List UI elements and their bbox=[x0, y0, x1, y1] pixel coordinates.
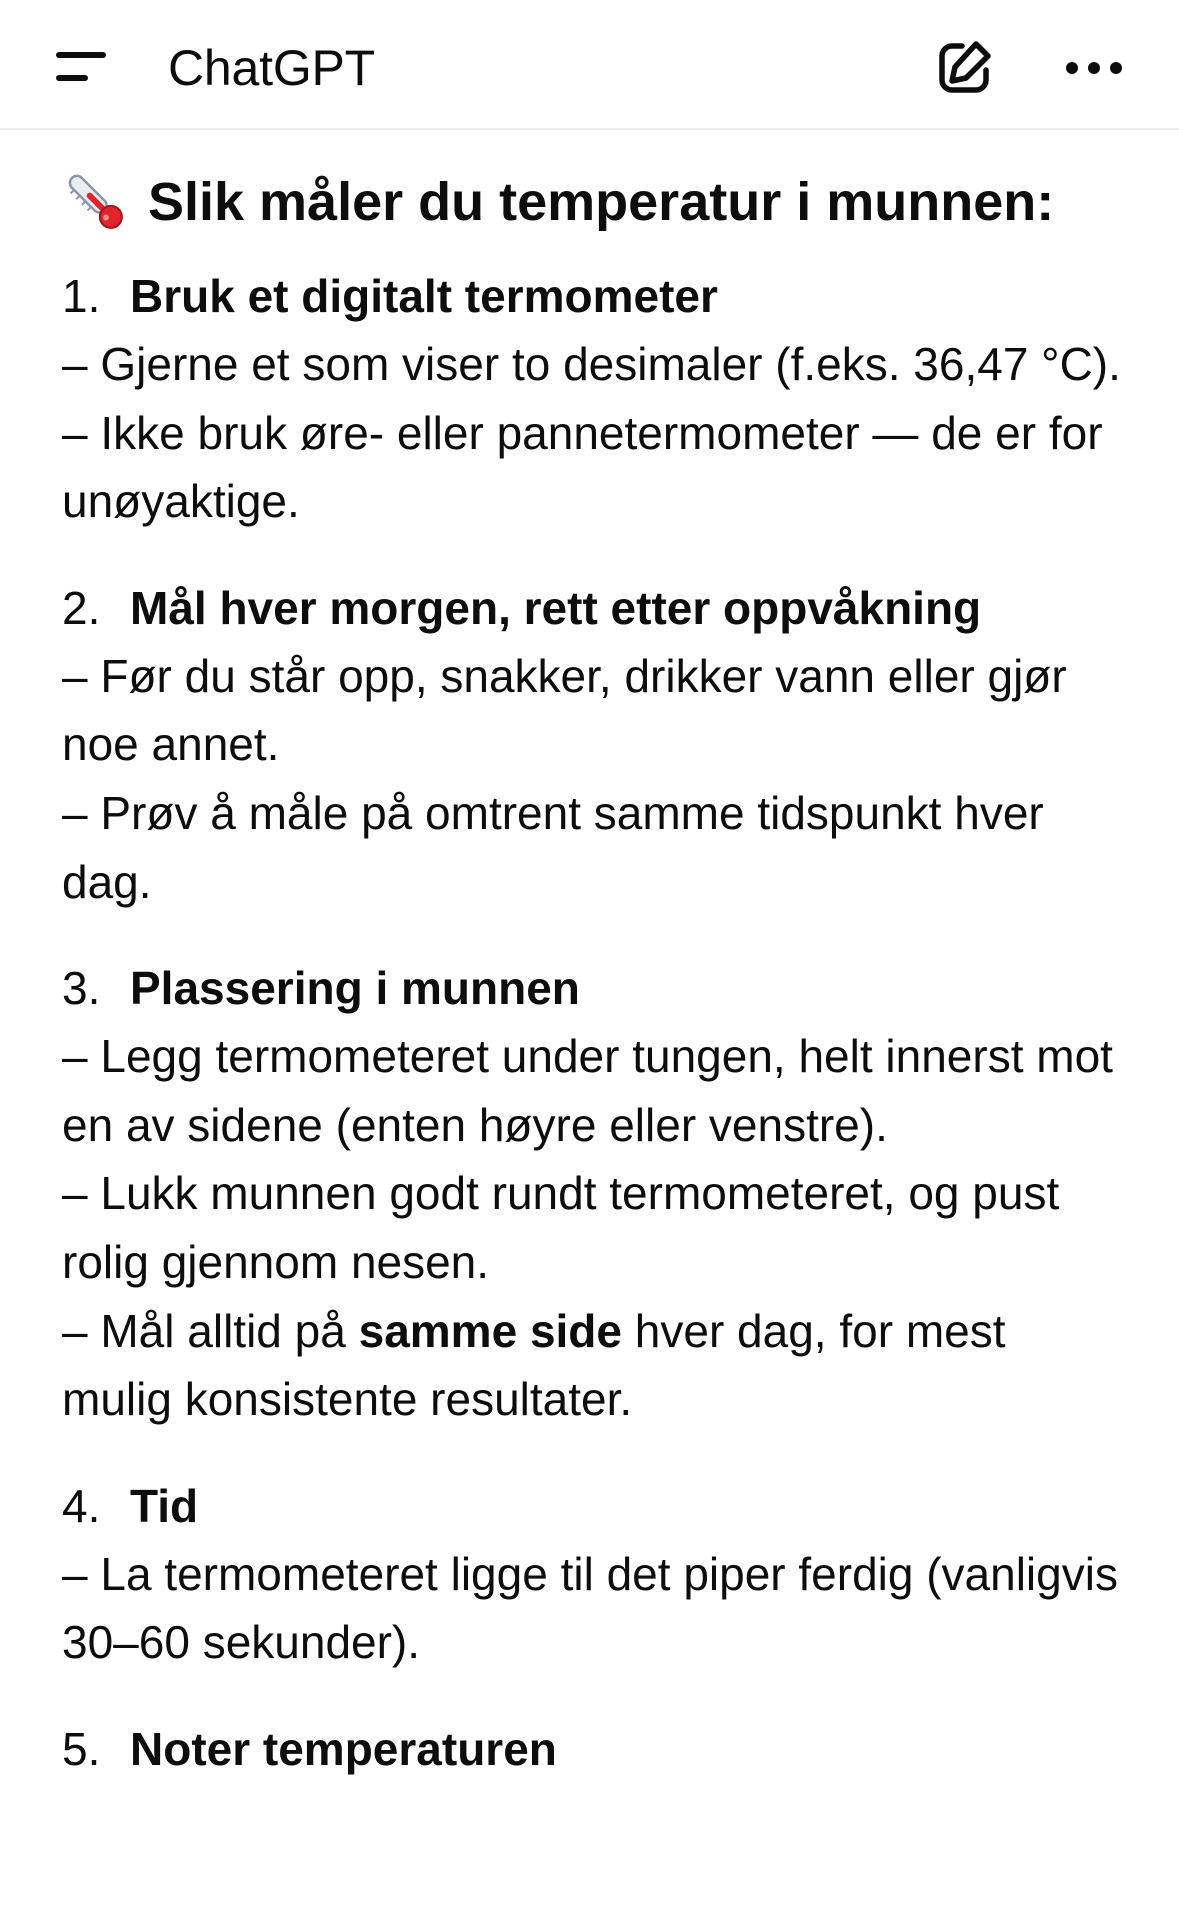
menu-icon[interactable] bbox=[56, 48, 112, 88]
step-line: – Ikke bruk øre- eller pannetermometer — de er for unøyaktige. bbox=[62, 406, 1103, 528]
step-number: 5. bbox=[62, 1722, 101, 1775]
step-title-text: Bruk et digitalt termometer bbox=[130, 270, 718, 322]
step-number: 3. bbox=[62, 962, 101, 1015]
heading-text: Slik måler du temperatur i munnen: bbox=[148, 172, 1055, 232]
step-title-text: Mål hver morgen, rett etter oppvåkning bbox=[130, 581, 982, 634]
line-text: – Mål alltid på bbox=[62, 1304, 359, 1357]
step-4 bbox=[62, 1472, 1122, 1677]
emphasis-text: samme side bbox=[358, 1304, 622, 1357]
top-bar bbox=[0, 0, 1179, 130]
more-icon[interactable] bbox=[1062, 48, 1126, 88]
step-line: – La termometeret ligge til det piper ferdig (vanligvis 30–60 sekunder). bbox=[62, 1547, 1118, 1669]
app-title: ChatGPT bbox=[168, 40, 375, 96]
step-line: – Før du står opp, snakker, drikker vann eller gjør noe annet. bbox=[62, 649, 1067, 771]
step-number: 2. bbox=[62, 581, 101, 634]
step-title bbox=[62, 1715, 1122, 1783]
step-5 bbox=[62, 1715, 1122, 1783]
step-line bbox=[62, 1297, 1122, 1434]
message-heading bbox=[62, 160, 1122, 244]
step-2 bbox=[62, 574, 1122, 916]
step-line: – Legg termometeret under tungen, helt innerst mot en av sidene (enten høyre eller venstre). bbox=[62, 1030, 1113, 1151]
step-title-text: Plassering i munnen bbox=[130, 962, 580, 1015]
assistant-message bbox=[62, 160, 1122, 1821]
step-number: 4. bbox=[62, 1479, 101, 1532]
step-title bbox=[62, 574, 1122, 642]
step-title bbox=[62, 954, 1122, 1022]
step-3 bbox=[62, 954, 1122, 1434]
step-line: – Prøv å måle på omtrent samme tidspunkt hver dag. bbox=[62, 786, 1044, 908]
step-line: – Gjerne et som viser to desimaler (f.eks. 36,47 °C). bbox=[62, 338, 1121, 390]
compose-icon[interactable] bbox=[932, 36, 996, 100]
step-line: – Lukk munnen godt rundt termometeret, og pust rolig gjennom nesen. bbox=[62, 1167, 1060, 1288]
step-title bbox=[62, 1472, 1122, 1540]
step-1 bbox=[62, 262, 1122, 536]
line-text: hver dag, for mest mulig konsistente resultater. bbox=[62, 1304, 1006, 1426]
step-title-text: Tid bbox=[130, 1479, 199, 1532]
step-number: 1. bbox=[62, 270, 101, 322]
thermometer-icon bbox=[62, 168, 130, 236]
step-title-text: Noter temperaturen bbox=[130, 1722, 557, 1775]
step-title bbox=[62, 262, 1122, 330]
